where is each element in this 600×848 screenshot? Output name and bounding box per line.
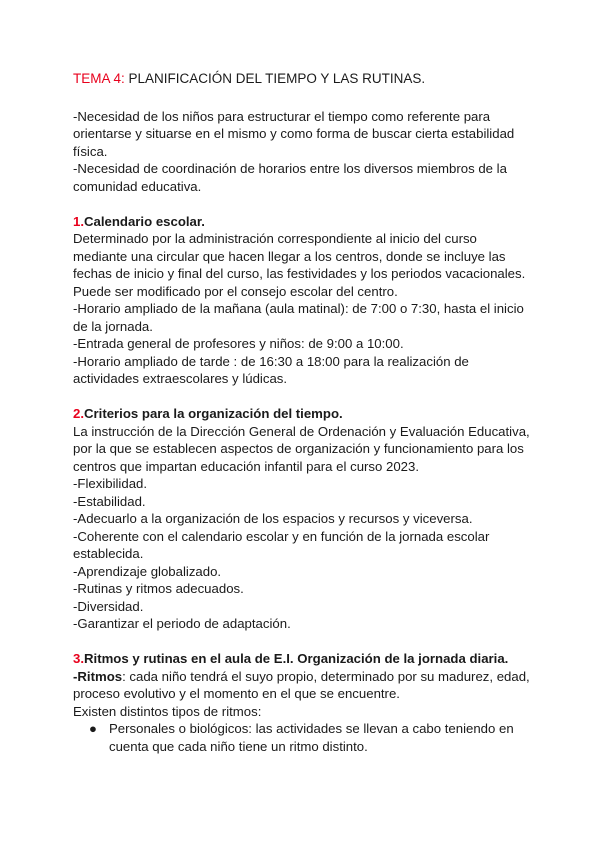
document-title: [73, 70, 533, 88]
rhythm-types-list: [73, 720, 533, 755]
section-number: 3.: [73, 651, 84, 666]
document-body: [73, 70, 533, 755]
section-line: La instrucción de la Dirección General de Ordenación y Evaluación Educativa, por la que se establecen aspectos de organización y funcionamiento para los centros que impartan educación infantil para el curso 2023.: [73, 423, 530, 474]
section-line: -Rutinas y ritmos adecuados.: [73, 581, 244, 596]
section-number: 2.: [73, 406, 84, 421]
section-line: -Adecuarlo a la organización de los espacios y recursos y viceversa.: [73, 511, 473, 526]
list-item-text: Personales o biológicos: las actividades se llevan a cabo teniendo en cuenta que cada niño tiene un ritmo distinto.: [109, 721, 514, 754]
section-line: -Aprendizaje globalizado.: [73, 563, 222, 579]
section-line: -Horario ampliado de la mañana (aula matinal): de 7:00 o 7:30, hasta el inicio de la jornada.: [73, 301, 524, 334]
list-item: [89, 720, 533, 755]
section-heading-1: [73, 213, 533, 231]
section-heading-text: Ritmos y rutinas en el aula de E.I. Organización de la jornada diaria.: [84, 651, 509, 666]
intro-paragraph: -Necesidad de coordinación de horarios entre los diversos miembros de la comunidad educativa.: [73, 161, 507, 194]
title-prefix: TEMA 4:: [73, 71, 125, 86]
section-line: -Flexibilidad.: [73, 476, 148, 491]
section-line: -Garantizar el periodo de adaptación.: [73, 616, 291, 631]
types-intro: Existen distintos tipos de ritmos:: [73, 703, 262, 719]
ritmos-text: : cada niño tendrá el suyo propio, determinado por su madurez, edad, proceso evolutivo y el momento en el que se encuentre.: [73, 668, 530, 701]
section-line: -Entrada general de profesores y niños: de 9:00 a 10:00.: [73, 336, 404, 351]
section-heading-text: Criterios para la organización del tiempo.: [84, 406, 343, 421]
section-line: -Diversidad.: [73, 598, 144, 614]
section-heading-2: [73, 405, 533, 423]
section-heading-3: [73, 650, 533, 668]
title-text: PLANIFICACIÓN DEL TIEMPO Y LAS RUTINAS.: [128, 71, 426, 86]
ritmos-paragraph: [73, 668, 533, 703]
section-line: -Horario ampliado de tarde : de 16:30 a 18:00 para la realización de actividades extraescolares y lúdicas.: [73, 353, 469, 386]
section-line: -Coherente con el calendario escolar y en función de la jornada escolar establecida.: [73, 528, 490, 561]
section-heading-text: Calendario escolar.: [84, 213, 205, 229]
bullet-icon: ●: [89, 721, 97, 736]
ritmos-label: -Ritmos: [73, 668, 123, 684]
section-line: Determinado por la administración correspondiente al inicio del curso mediante una circular que hacen llegar a los centros, donde se incluye las fechas de inicio y final del curso, las festividades y los periodos vacacionales. Puede ser modificado por el consejo escolar del centro.: [73, 231, 526, 299]
intro-paragraph: -Necesidad de los niños para estructurar el tiempo como referente para orientarse y situarse en el mismo y como forma de buscar cierta estabilidad física.: [73, 108, 515, 159]
section-line: -Estabilidad.: [73, 493, 146, 509]
section-number: 1.: [73, 213, 84, 229]
